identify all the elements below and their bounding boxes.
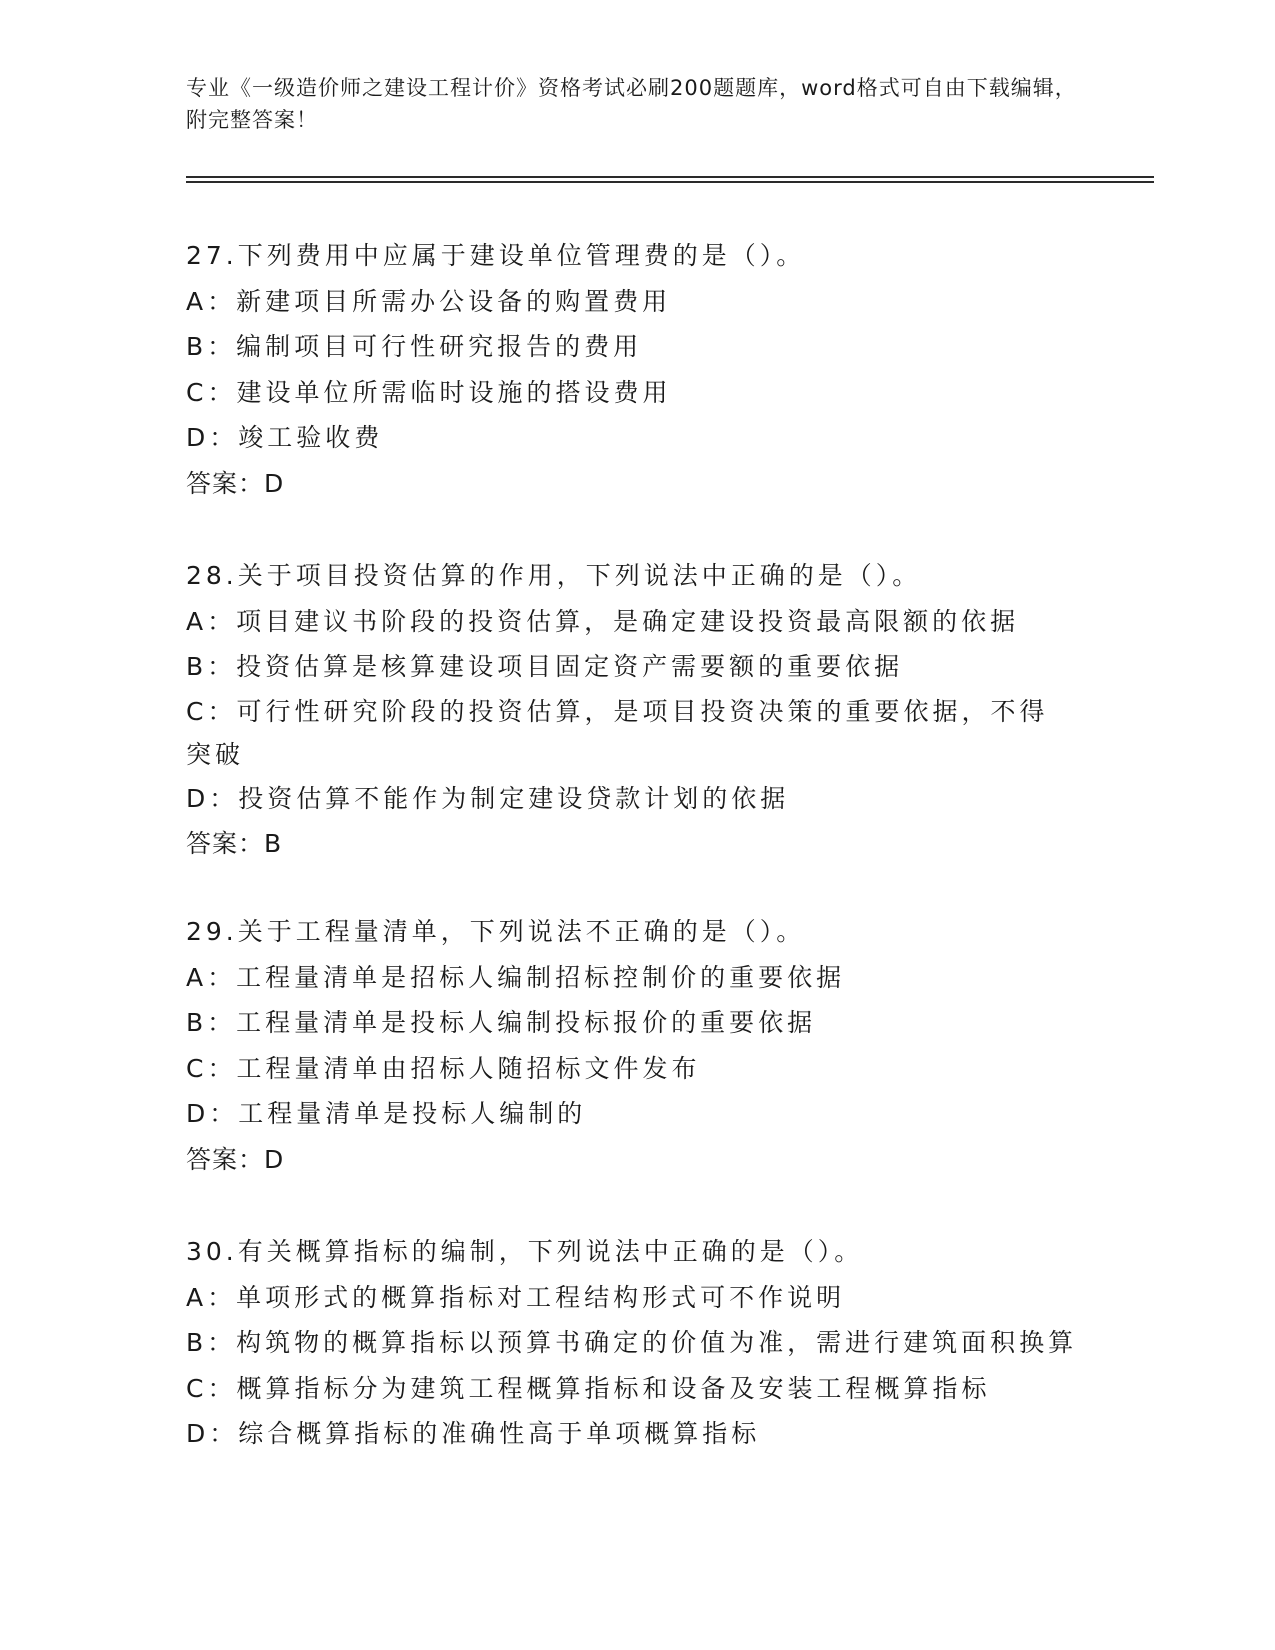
option-a: A：新建项目所需办公设备的购置费用 [186,286,672,316]
option-c: C：可行性研究阶段的投资估算，是项目投资决策的重要依据，不得突破 [186,696,1049,769]
header-divider-top [186,176,1154,178]
option-b: B：构筑物的概算指标以预算书确定的价值为准，需进行建筑面积换算 [186,1328,1078,1357]
answer: 答案：B [186,829,283,858]
option-d: D：竣工验收费 [186,423,384,452]
option-d: D：综合概算指标的准确性高于单项概算指标 [186,1419,761,1448]
question-27 [186,233,1086,506]
option-b: B：投资估算是核算建设项目固定资产需要额的重要依据 [186,652,904,681]
option-c: C：概算指标分为建筑工程概算指标和设备及安装工程概算指标 [186,1373,991,1403]
question-stem: 30.有关概算指标的编制，下列说法中正确的是（）。 [186,1237,864,1266]
option-a: A：工程量清单是招标人编制招标控制价的重要依据 [186,962,846,992]
option-a: A：项目建议书阶段的投资估算，是确定建设投资最高限额的依据 [186,606,1020,636]
answer: 答案：D [186,468,285,498]
option-a: A：单项形式的概算指标对工程结构形式可不作说明 [186,1282,846,1312]
document-header: 专业《一级造价师之建设工程计价》资格考试必刷200题题库，word格式可自由下载编辑，附完整答案！ [186,76,1077,132]
option-b: B：工程量清单是投标人编制投标报价的重要依据 [186,1008,817,1037]
question-28 [186,553,1086,867]
question-stem: 27.下列费用中应属于建设单位管理费的是（）。 [186,241,806,270]
question-29 [186,909,1086,1182]
option-c: C：建设单位所需临时设施的搭设费用 [186,377,672,407]
question-30 [186,1229,1086,1457]
answer: 答案：D [186,1144,285,1174]
question-stem: 29.关于工程量清单，下列说法不正确的是（）。 [186,917,806,946]
option-d: D：工程量清单是投标人编制的 [186,1099,587,1128]
option-c: C：工程量清单由招标人随招标文件发布 [186,1053,701,1083]
option-b: B：编制项目可行性研究报告的费用 [186,332,643,361]
option-d: D：投资估算不能作为制定建设贷款计划的依据 [186,783,790,813]
question-stem: 28.关于项目投资估算的作用，下列说法中正确的是（）。 [186,561,922,590]
header-divider-bottom [186,181,1154,183]
